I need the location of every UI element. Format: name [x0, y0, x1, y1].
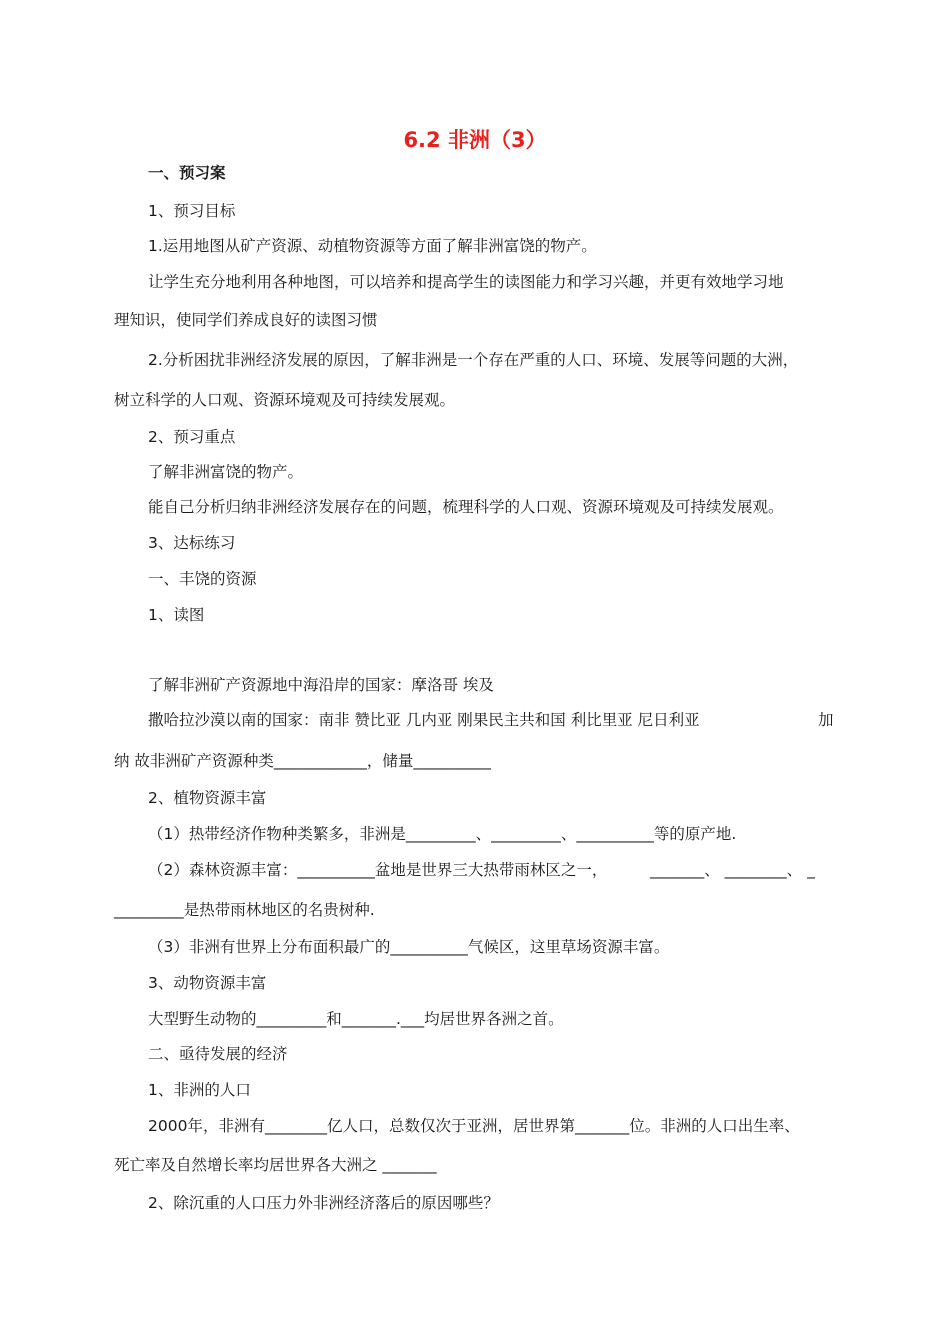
minerals-line-b-end: 加	[818, 711, 834, 729]
part2-heading: 二、亟待发展的经济	[148, 1045, 288, 1063]
population-line-a: 2000年，非洲有________亿人口，总数仅次于亚洲，居世界第_______位。非洲的人口出生率、	[148, 1117, 800, 1135]
plants-item-3: （3）非洲有世界上分布面积最广的__________气候区，这里草场资源丰富。	[148, 938, 670, 956]
goal-1: 1.运用地图从矿产资源、动植物资源等方面了解非洲富饶的物产。	[148, 237, 597, 255]
page-title: 6.2 非洲（3）	[403, 128, 547, 152]
plants-item-2a: （2）森林资源丰富：__________盆地是世界三大热带雨林区之一，	[148, 861, 608, 879]
plants-heading: 2、植物资源丰富	[148, 789, 267, 807]
minerals-line-c: 纳 故非洲矿产资源种类____________，储量__________	[114, 752, 491, 770]
question-2: 2、除沉重的人口压力外非洲经济落后的原因哪些？	[148, 1194, 499, 1212]
read-map-item: 1、读图	[148, 606, 205, 624]
population-heading: 1、非洲的人口	[148, 1081, 251, 1099]
plants-item-1: （1）热带经济作物种类繁多，非洲是_________、_________、__________等的原产地.	[148, 825, 737, 843]
goals-heading: 1、预习目标	[148, 202, 236, 220]
part1-heading: 一、丰饶的资源	[148, 570, 257, 588]
plants-item-2c: _________是热带雨林地区的名贵树种.	[114, 901, 375, 919]
practice-heading: 3、达标练习	[148, 534, 236, 552]
goal-2-b: 树立科学的人口观、资源环境观及可持续发展观。	[114, 391, 456, 409]
focus-1: 了解非洲富饶的物产。	[148, 463, 304, 481]
plants-item-2b: _______、 ________、 _	[650, 861, 815, 879]
animals-item-1: 大型野生动物的_________和_______.___均居世界各洲之首。	[148, 1010, 564, 1028]
population-line-b: 死亡率及自然增长率均居世界各大洲之 _______	[114, 1156, 437, 1174]
section-heading-preview: 一、预习案	[148, 164, 226, 182]
goal-1-detail-a: 让学生充分地利用各种地图，可以培养和提高学生的读图能力和学习兴趣，并更有效地学习地	[148, 273, 784, 291]
focus-2: 能自己分析归纳非洲经济发展存在的问题，梳理科学的人口观、资源环境观及可持续发展观。	[148, 498, 784, 516]
animals-heading: 3、动物资源丰富	[148, 974, 267, 992]
minerals-line-a: 了解非洲矿产资源地中海沿岸的国家：摩洛哥 埃及	[148, 676, 494, 694]
goal-1-detail-b: 理知识，使同学们养成良好的读图习惯	[114, 311, 378, 329]
goal-2-a: 2.分析困扰非洲经济发展的原因，了解非洲是一个存在严重的人口、环境、发展等问题的大洲，	[148, 351, 799, 369]
focus-heading: 2、预习重点	[148, 428, 236, 446]
minerals-line-b: 撒哈拉沙漠以南的国家：南非 赞比亚 几内亚 刚果民主共和国 利比里亚 尼日利亚	[148, 711, 700, 729]
